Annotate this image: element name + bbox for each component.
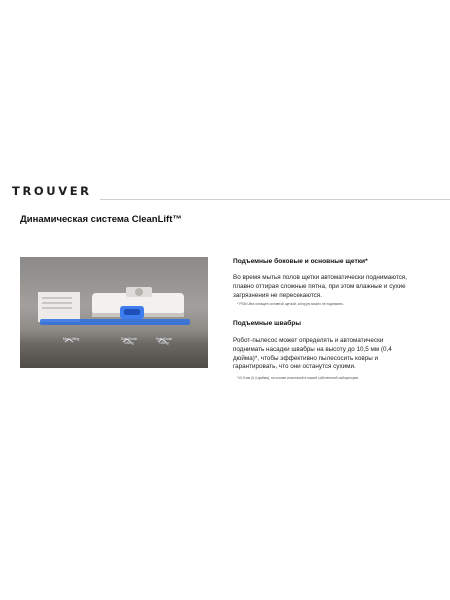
caption-mop-lifting: Mop Lifting (62, 337, 80, 341)
section1-body: Во время мытья полов щетки автоматически поднимаются, плавно оттирая сложные пятна, при этом влажные и сухие загрязнения не пересекаются. (233, 274, 407, 299)
section1-footnote: * PSM Ultra оснащен основной щеткой, которую можно не поднимать. (237, 302, 344, 306)
section2-body: Робот-пылесос может определять и автоматически поднимать насадки швабры на высоту до 10,5 мм (0,4 дюйма)*, чтобы эффективно пылесосить ковры и гарантировать, что они останутся сухими. (233, 337, 392, 371)
section1-title: Подъемные боковые и основные щетки* (233, 258, 368, 265)
product-photo (20, 257, 208, 368)
caption-side-brush-lifting: Side Brush Lifting (120, 337, 138, 345)
header-rule (100, 199, 450, 200)
brand-logo: TROUVER (12, 184, 92, 198)
robot-illustration (20, 257, 208, 368)
section2-title: Подъемные швабры (233, 320, 302, 327)
caption-side-brush-lifting-2: Side Brush Lifting (155, 337, 173, 345)
section2-footnote: *10,5 мм (0,4 дюйма), на основе испытаний в нашей собственной лаборатории (237, 376, 359, 380)
page-title: Динамическая система CleanLift™ (20, 214, 182, 225)
